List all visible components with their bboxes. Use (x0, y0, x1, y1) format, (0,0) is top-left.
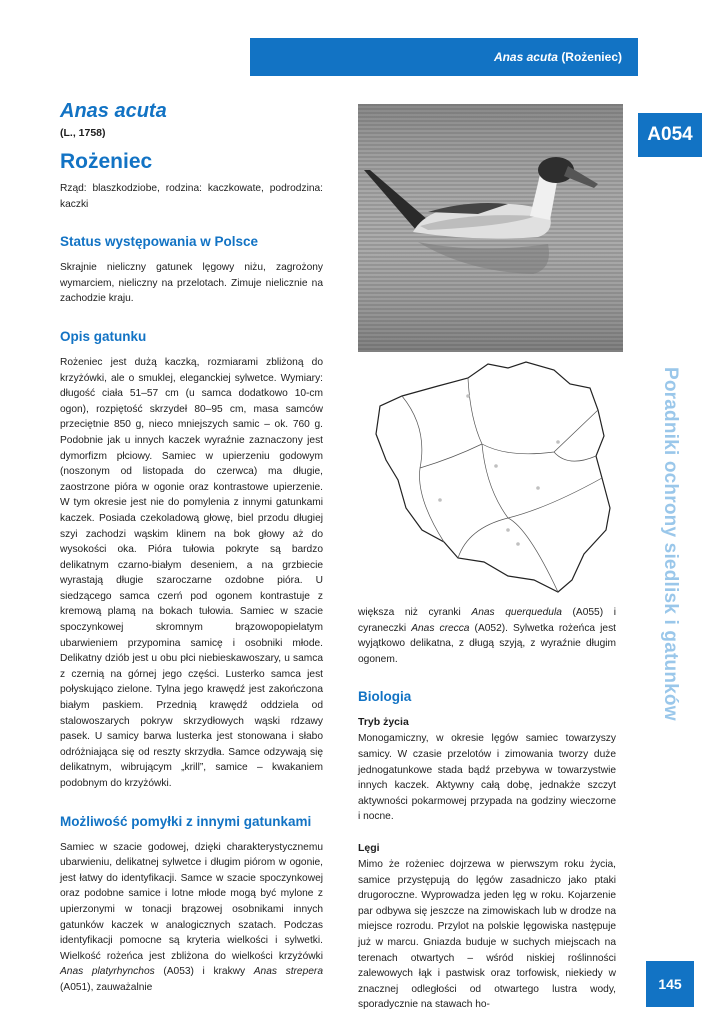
description-heading: Opis gatunku (60, 328, 147, 344)
running-header (250, 38, 638, 76)
species-name: Anas crecca (411, 622, 470, 634)
status-heading: Status występowania w Polsce (60, 234, 259, 250)
species-author: (L., 1758) (60, 127, 106, 139)
side-series-title (643, 367, 697, 775)
page-number: 145 (646, 961, 694, 1007)
status-text: Skrajnie nieliczny gatunek lęgowy niżu, zagrożony wymarciem, nieliczny na przelotach. Zimuje nielicznie na zachodzie kraju. (60, 262, 323, 305)
lifestyle-text: Monogamiczny, w okresie lęgów samiec towarzyszy samicy. W czasie przelotów i zimowania tworzy duże jednogatunkowe stada bądź przebywa w towarzystwie innych kaczek. Aktywny całą dobę, jednakże szczyt aktywności pokarmowej przypada na godziny wieczorne i nocne. (358, 733, 616, 823)
right-column (358, 605, 616, 1013)
distribution-map (358, 358, 622, 602)
species-code-tab: A054 (638, 113, 702, 157)
header-species-polish: (Rożeniec) (561, 50, 622, 64)
side-series-title-text: Poradniki ochrony siedlisk i gatunków (660, 367, 681, 721)
species-name: Anas querquedula (471, 607, 562, 618)
species-polish-title: Rożeniec (60, 150, 153, 173)
breeding-text: Mimo że rożeniec dojrzewa w pierwszym roku życia, samice przystępują do lęgów zasadniczo jako ptaki drugoroczne. Wyprowadza jeden lęg w roku. Kojarzenie par odbywa się jeszcze na zimowiskach lub w drodze na miejsce rozrodu. Przylot na polskie lęgowiska następuje już w marcu. Gniazda buduje w suchych miejscach na terenach otwartych – wśród niskiej roślinności zalewowych łąk i pastwisk oraz torfowisk, niekiedy w znacznej odległości od otwartego lustra wody, sporadycznie na stawach ho- (358, 858, 616, 1011)
description-text: Rożeniec jest dużą kaczką, rozmiarami zbliżoną do krzyżówki, ale o smuklej, eleganckiej sylwetce. Wymiary: długość ciała 51–57 cm (u samca dodatkowo 10-cm ogon), rozpiętość skrzydeł 80–95 cm, masa samców przeciętnie 850 g, nieco mniejszych samic – ok. 760 g. Podobnie jak u innych kaczek wyraźnie zaznaczony jest dymorfizm płciowy. Samiec w upierzeniu godowym (noszonym od listopada do czerwca) ma długie, zaostrzone pióra w ogonie oraz kontrastowe upierzenie. W tym okresie jest nie do pomylenia z innymi gatunkami kaczek. Posiada czekoladową głowę, biel przodu długiej szyi zachodzi wąskim klinem na bok głowy aż do wysokości oka. Pióra tułowia pokryte są bardzo delikatnym czarno-białym deseniem, a na grzbiecie wyrastają długie szaroczarne ozdobne pióra. U siedzącego samca czerń pod ogonem kontrastuje z kremową plamą na bokach tułowia. Samiec w szacie spoczynkowej skromnym brązowopopielatym ubarwieniem przypomina samicę i osobniki młode. Delikatny dziób jest u obu płci niebieskawoszary, u samca z czernią na górnej jego części. Lusterko samca jest połyskująco zielone. Tylna jego krawędź jest zakończona białym paskiem. Przednią krawędź oddziela od stalowoszarych pokryw skrzydłowych wąski rdzawy pasek. U samicy barwa lusterka jest stonowana i słabo odróżniająca się od reszty skrzydła. Samce odzywają się delikatnym, wibrującym „krill”, samice – kwakaniem podobnym do krzyżówki. (60, 356, 323, 789)
left-column (60, 98, 323, 996)
lifestyle-heading: Tryb życia (358, 716, 409, 729)
breeding-heading: Lęgi (358, 841, 380, 854)
biology-heading: Biologia (358, 689, 412, 705)
species-name: Anas platyrhynchos (60, 966, 155, 978)
species-name: Anas strepera (253, 966, 323, 978)
species-latin-title: Anas acuta (60, 100, 167, 122)
taxonomy-text: Rząd: blaszkodziobe, rodzina: kaczkowate, podrodzina: kaczki (60, 183, 323, 210)
confusion-text: Samiec w szacie godowej, dzięki charakterystycznemu ubarwieniu, delikatnej sylwetce i długim piórom w ogonie, jest łatwy do identyfikacji. Samce w szacie spoczynkowej oraz podobne samice i lotne młode mogą być mylone z upierzonymi w tonacji brązowej osobnikami innych gatunków kaczek w analogicznych szatach. Podczas identyfikacji pomocne są kryteria wielkości i sylwetki. Wielkość rożeńca jest zbliżona do wielkości krzyżówki Anas platyrhynchos (A053) i krakwy Anas strepera (A051), zauważalnie (60, 841, 323, 993)
header-species-latin: Anas acuta (493, 50, 558, 64)
confusion-text-continued: większa niż cyranki Anas querquedula (A055) i cyraneczki Anas crecca (A052). Sylwetka rożeńca jest wyjątkowo delikatna, z długą szyją, z wyraźnie długim ogonem. (358, 607, 617, 665)
confusion-heading: Możliwość pomyłki z innymi gatunkami (60, 813, 312, 829)
species-photo (358, 104, 623, 352)
